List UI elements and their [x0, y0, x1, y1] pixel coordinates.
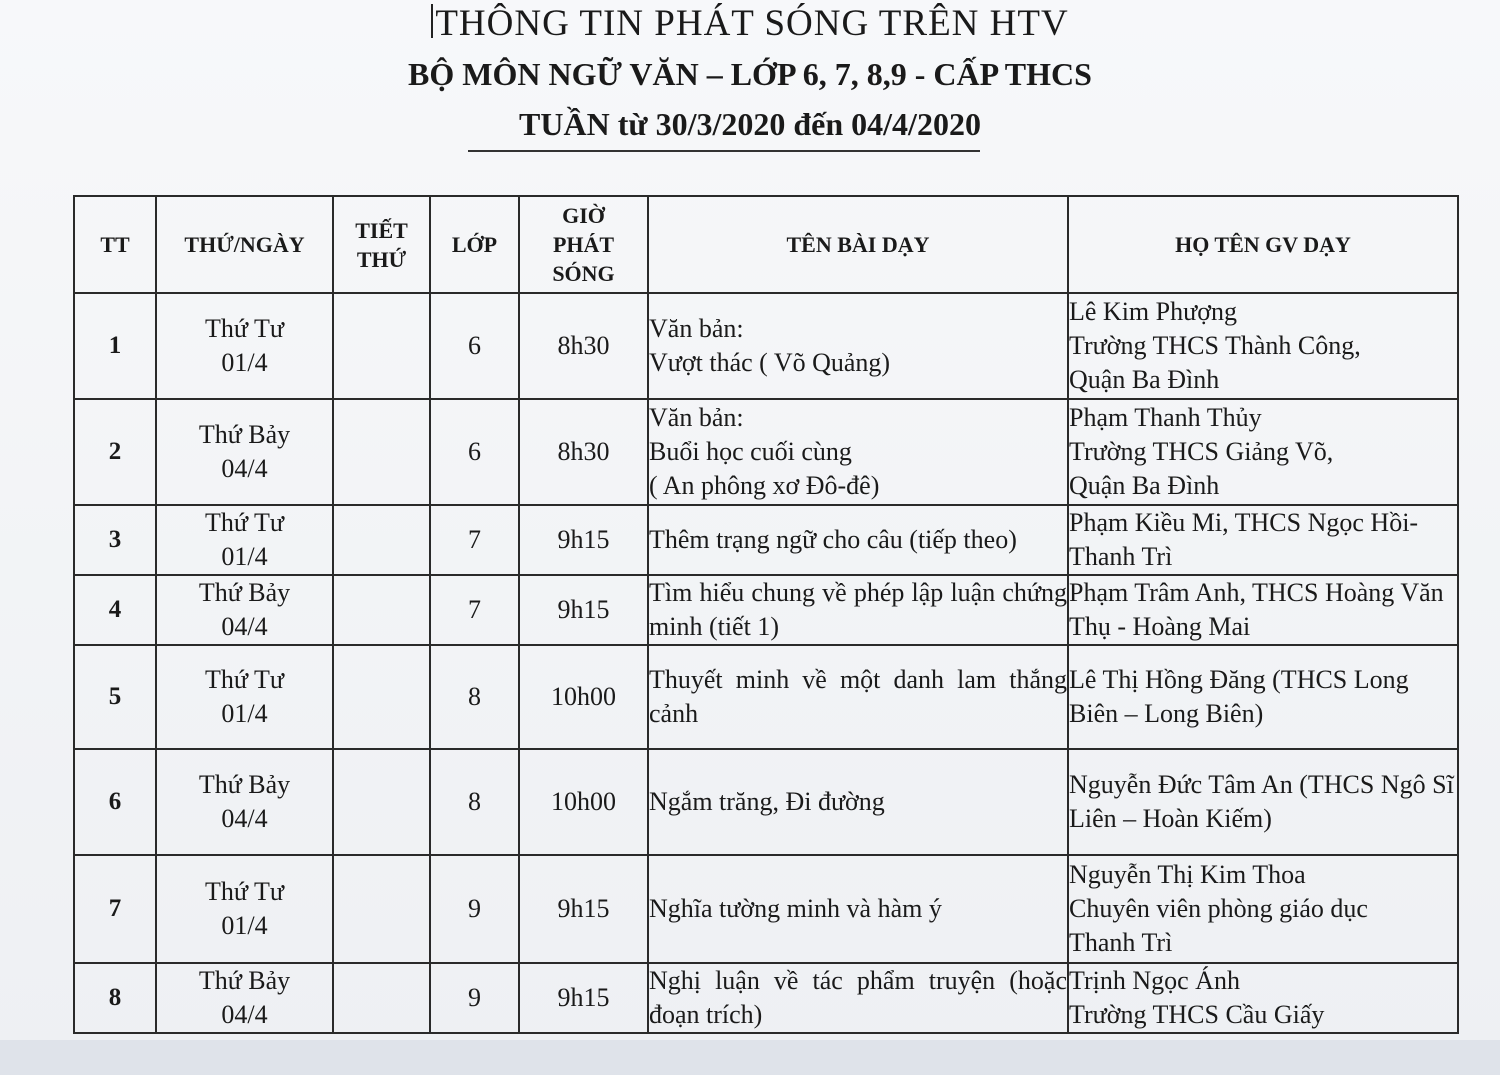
row-teacher: Phạm Kiều Mi, THCS Ngọc Hồi-Thanh Trì: [1068, 505, 1458, 575]
row-period: [333, 293, 430, 399]
row-time: 10h00: [519, 749, 648, 855]
row-lesson: Nghị luận về tác phẩm truyện (hoặc đoạn trích): [648, 963, 1068, 1033]
row-teacher: Lê Kim Phượng Trường THCS Thành Công, Quận Ba Đình: [1068, 293, 1458, 399]
table-row: [74, 575, 1458, 645]
row-day: Thứ Bảy 04/4: [156, 749, 333, 855]
row-teacher: Phạm Thanh Thủy Trường THCS Giảng Võ, Quận Ba Đình: [1068, 399, 1458, 505]
row-lesson: Văn bản: Vượt thác ( Võ Quảng): [648, 293, 1068, 399]
table-row: [74, 963, 1458, 1033]
row-time: 9h15: [519, 963, 648, 1033]
row-day: Thứ Tư 01/4: [156, 855, 333, 963]
row-teacher: Nguyễn Thị Kim Thoa Chuyên viên phòng giáo dục Thanh Trì: [1068, 855, 1458, 963]
row-grade: 8: [430, 645, 519, 749]
row-tt: 2: [74, 399, 156, 505]
row-tt: 8: [74, 963, 156, 1033]
row-grade: 6: [430, 399, 519, 505]
row-tt: 3: [74, 505, 156, 575]
row-day: Thứ Tư 01/4: [156, 645, 333, 749]
row-time: 8h30: [519, 399, 648, 505]
row-tt: 1: [74, 293, 156, 399]
row-tt: 7: [74, 855, 156, 963]
broadcast-schedule-table: [73, 195, 1459, 1034]
row-grade: 8: [430, 749, 519, 855]
text-cursor-icon: [431, 4, 433, 38]
table-row: [74, 855, 1458, 963]
row-period: [333, 645, 430, 749]
row-time: 9h15: [519, 855, 648, 963]
header-period: TIẾT THỨ: [333, 196, 430, 293]
row-period: [333, 749, 430, 855]
title-underline: [468, 150, 980, 152]
screen-bottom-edge: [0, 1040, 1500, 1075]
header-lesson: TÊN BÀI DẠY: [648, 196, 1068, 293]
row-grade: 7: [430, 505, 519, 575]
row-teacher: Phạm Trâm Anh, THCS Hoàng Văn Thụ - Hoàng Mai: [1068, 575, 1458, 645]
week-range: TUẦN từ 30/3/2020 đến 04/4/2020: [519, 106, 981, 142]
row-lesson: Văn bản: Buổi học cuối cùng ( An phông xơ Đô-đê): [648, 399, 1068, 505]
row-period: [333, 575, 430, 645]
row-lesson: Thuyết minh về một danh lam thắng cảnh: [648, 645, 1068, 749]
document-subtitle: BỘ MÔN NGỮ VĂN – LỚP 6, 7, 8,9 - CẤP THCS: [408, 56, 1092, 92]
row-period: [333, 505, 430, 575]
row-grade: 9: [430, 963, 519, 1033]
header-grade: LỚP: [430, 196, 519, 293]
table-row: [74, 399, 1458, 505]
row-day: Thứ Bảy 04/4: [156, 399, 333, 505]
table-row: [74, 293, 1458, 399]
row-teacher: Nguyễn Đức Tâm An (THCS Ngô Sĩ Liên – Hoàn Kiếm): [1068, 749, 1458, 855]
row-time: 9h15: [519, 505, 648, 575]
row-teacher: Trịnh Ngọc Ánh Trường THCS Cầu Giấy: [1068, 963, 1458, 1033]
row-tt: 4: [74, 575, 156, 645]
row-time: 10h00: [519, 645, 648, 749]
row-day: Thứ Bảy 04/4: [156, 575, 333, 645]
row-teacher: Lê Thị Hồng Đăng (THCS Long Biên – Long Biên): [1068, 645, 1458, 749]
header-day: THỨ/NGÀY: [156, 196, 333, 293]
row-lesson: Thêm trạng ngữ cho câu (tiếp theo): [648, 505, 1068, 575]
row-tt: 6: [74, 749, 156, 855]
row-time: 9h15: [519, 575, 648, 645]
row-lesson: Nghĩa tường minh và hàm ý: [648, 855, 1068, 963]
row-grade: 6: [430, 293, 519, 399]
header-time: GIỜ PHÁT SÓNG: [519, 196, 648, 293]
row-grade: 7: [430, 575, 519, 645]
row-grade: 9: [430, 855, 519, 963]
header-tt: TT: [74, 196, 156, 293]
row-tt: 5: [74, 645, 156, 749]
row-period: [333, 855, 430, 963]
row-day: Thứ Tư 01/4: [156, 505, 333, 575]
row-lesson: Tìm hiểu chung về phép lập luận chứng minh (tiết 1): [648, 575, 1068, 645]
document-title: THÔNG TIN PHÁT SÓNG TRÊN HTV: [0, 2, 1500, 45]
table-row: [74, 645, 1458, 749]
row-lesson: Ngắm trăng, Đi đường: [648, 749, 1068, 855]
row-day: Thứ Bảy 04/4: [156, 963, 333, 1033]
table-row: [74, 749, 1458, 855]
row-period: [333, 963, 430, 1033]
table-header-row: [74, 196, 1458, 293]
row-period: [333, 399, 430, 505]
row-time: 8h30: [519, 293, 648, 399]
table-row: [74, 505, 1458, 575]
header-teacher: HỌ TÊN GV DẠY: [1068, 196, 1458, 293]
row-day: Thứ Tư 01/4: [156, 293, 333, 399]
